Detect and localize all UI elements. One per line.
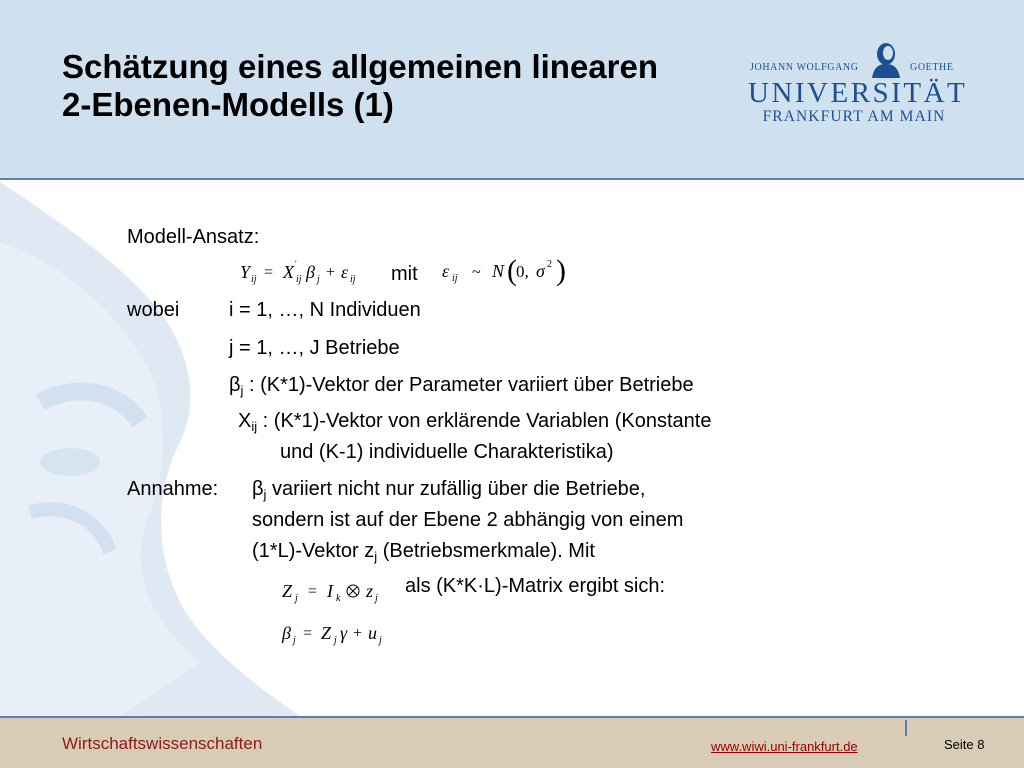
- svg-text:=: =: [308, 583, 318, 600]
- annahme-line-1: [252, 477, 646, 501]
- model-equation: [238, 256, 388, 286]
- beta-level2-equation: [280, 618, 405, 648]
- annahme-line-3-text-a: (1*L)-Vektor z: [252, 540, 375, 562]
- matrix-text: als (K*K·L)-Matrix ergibt sich:: [405, 575, 666, 597]
- svg-text:N: N: [492, 261, 505, 281]
- svg-text:+: +: [353, 625, 363, 642]
- faculty-website-link[interactable]: www.wiwi.uni-frankfurt.de: [711, 739, 858, 754]
- x-description-continued: und (K-1) individuelle Charakteristika): [280, 441, 614, 463]
- logo-text-frankfurt: FRANKFURT AM MAIN: [762, 108, 946, 125]
- logo-text-johann-wolfgang: JOHANN WOLFGANG: [750, 62, 859, 73]
- annahme-label: Annahme:: [127, 478, 219, 500]
- svg-text:j: j: [293, 635, 296, 646]
- error-distribution-equation: [440, 253, 580, 289]
- svg-text:k: k: [336, 593, 341, 604]
- svg-text:j: j: [334, 635, 337, 646]
- x-description: : (K*1)-Vektor von erklärende Variablen (Konstante: [257, 410, 712, 432]
- svg-text:Z: Z: [282, 581, 293, 601]
- svg-text:=: =: [303, 625, 313, 642]
- svg-text:ij: ij: [296, 274, 302, 285]
- svg-text:Z: Z: [321, 623, 332, 643]
- wobei-label: wobei: [127, 299, 180, 321]
- annahme-line-3-text-b: (Betriebsmerkmale). Mit: [377, 540, 595, 562]
- svg-text:σ: σ: [536, 261, 545, 281]
- index-j-line: j = 1, …, J Betriebe: [229, 337, 400, 359]
- svg-text:ε: ε: [341, 262, 349, 282]
- svg-text:j: j: [295, 593, 298, 604]
- x-symbol: X: [238, 410, 252, 432]
- mit-label: mit: [391, 263, 418, 285]
- logo-text-universitaet: UNIVERSITÄT: [748, 77, 968, 109]
- svg-text:X: X: [283, 262, 294, 282]
- annahme-line-1-text: variiert nicht nur zufällig über die Betriebe,: [266, 478, 646, 500]
- svg-text:Y: Y: [240, 262, 251, 282]
- beta-symbol: β: [229, 374, 241, 396]
- svg-text:I: I: [327, 581, 333, 601]
- svg-text:ij: ij: [251, 274, 257, 285]
- svg-text:β: β: [282, 623, 291, 643]
- logo-text-goethe: GOETHE: [910, 62, 954, 73]
- page-number: Seite 8: [944, 737, 985, 752]
- x-subscript: ij: [251, 419, 258, 434]
- svg-text:(: (: [507, 254, 517, 287]
- svg-text:=: =: [264, 264, 274, 281]
- svg-text:j: j: [379, 635, 382, 646]
- footer-band: [0, 716, 1024, 768]
- index-i-line: i = 1, …, N Individuen: [229, 299, 421, 321]
- beta-description: : (K*1)-Vektor der Parameter variiert über Betriebe: [243, 374, 694, 396]
- svg-text:ij: ij: [452, 273, 458, 284]
- annahme-beta-symbol: β: [252, 478, 264, 500]
- kronecker-equation: [280, 576, 402, 606]
- svg-text:ij: ij: [350, 274, 356, 285]
- svg-text:γ: γ: [340, 623, 348, 643]
- svg-text:~: ~: [472, 264, 481, 281]
- annahme-beta-subscript: j: [263, 487, 267, 502]
- modell-ansatz-label: Modell-Ansatz:: [127, 226, 260, 248]
- slide-title: Schätzung eines allgemeinen linearen 2-Ebenen-Modells (1): [62, 48, 659, 123]
- svg-text:β: β: [306, 262, 315, 282]
- svg-text:u: u: [368, 623, 377, 643]
- beta-definition: [229, 373, 694, 397]
- svg-text:': ': [295, 259, 297, 269]
- annahme-z-subscript: j: [374, 549, 378, 564]
- annahme-line-2: sondern ist auf der Ebene 2 abhängig von einem: [252, 509, 684, 531]
- svg-text:+: +: [326, 264, 336, 281]
- svg-text:j: j: [317, 274, 320, 285]
- svg-text:0,: 0,: [516, 262, 529, 281]
- svg-text:): ): [556, 254, 566, 287]
- svg-text:z: z: [366, 581, 374, 601]
- annahme-line-3: [252, 539, 595, 563]
- x-definition: [238, 409, 711, 433]
- beta-subscript: j: [240, 383, 244, 398]
- svg-text:j: j: [375, 593, 378, 604]
- svg-text:2: 2: [547, 259, 552, 270]
- footer-divider: [905, 720, 907, 736]
- svg-text:ε: ε: [442, 261, 450, 281]
- footer-faculty-name: Wirtschaftswissenschaften: [62, 734, 263, 753]
